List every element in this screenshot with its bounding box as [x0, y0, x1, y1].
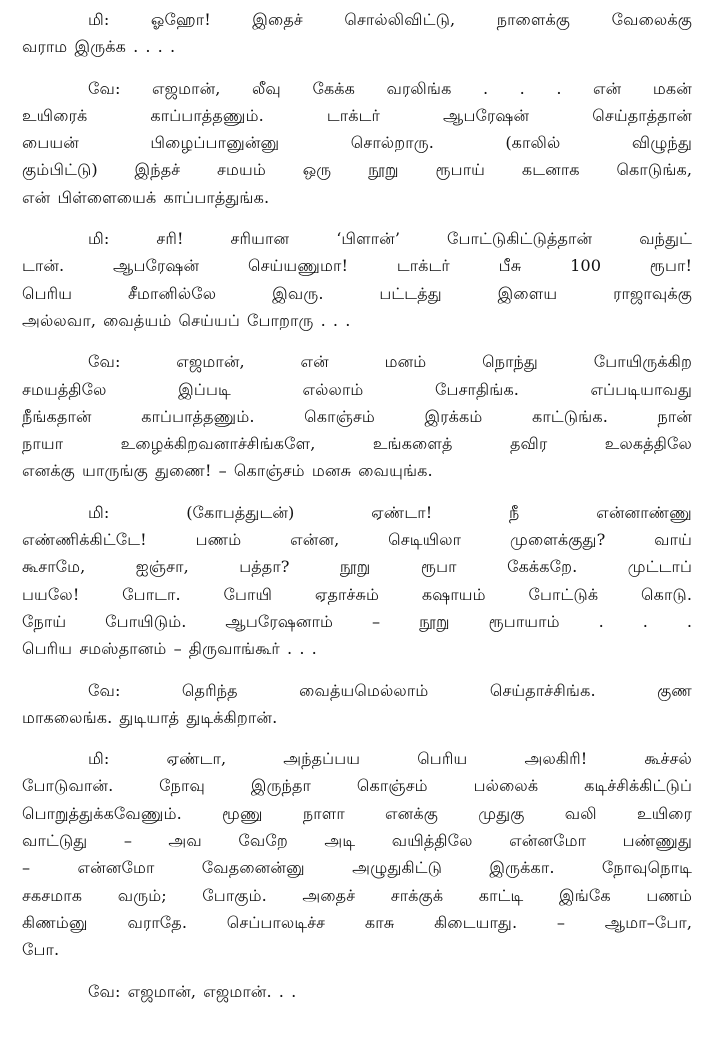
text-line: மி: ஓஹோ! இதைச் சொல்லிவிட்டு, நாளைக்கு வேலைக்கு — [88, 10, 692, 29]
text-line: கூசாமே, ஐஞ்சா, பத்தா? நூறு ரூபா கேக்கறே. முட்டாப் — [22, 557, 692, 577]
text-line: வே: எஜமான், என் மனம் நொந்து போயிருக்கிற — [88, 352, 692, 372]
text-line: எண்ணிக்கிட்டே! பணம் என்ன, செடியிலா முளைக்குது? வாய் — [22, 530, 692, 550]
dialogue-paragraph — [22, 6, 692, 61]
text-line: பெரிய சீமானில்லே இவரு. பட்டத்து இளைய ராஜாவுக்கு — [22, 283, 692, 303]
dialogue-paragraph — [22, 499, 692, 663]
text-line: வே: தெரிந்த வைத்யமெல்லாம் செய்தாச்சிங்க. குண — [88, 680, 692, 700]
text-line: பையன் பிழைப்பானுன்னு சொல்றாரு. (காலில் விழுந்து — [22, 133, 692, 153]
dialogue-paragraph — [22, 75, 692, 211]
text-line: உயிரைக் காப்பாத்தணும். டாக்டர் ஆபரேஷன் செய்தாத்தான் — [22, 105, 692, 125]
text-line: கும்பிட்டு) இந்தச் சமயம் ஒரு நூறு ரூபாய் கடனாக கொடுங்க, — [22, 160, 692, 180]
text-line: நோய் போயிடும். ஆபரேஷனாம் – நூறு ரூபாயாம் . . . — [22, 611, 692, 631]
dialogue-paragraph — [22, 745, 692, 963]
text-line: போ. — [22, 940, 60, 960]
text-line: போடுவான். நோவு இருந்தா கொஞ்சம் பல்லைக் கடிச்சிக்கிட்டுப் — [22, 776, 692, 796]
text-line: என் பிள்ளையைக் காப்பாத்துங்க. — [22, 187, 270, 207]
text-line: சமயத்திலே இப்படி எல்லாம் பேசாதிங்க. எப்படியாவது — [22, 379, 692, 399]
text-line: அல்லவா, வைத்யம் செய்யப் போறாரு . . . — [22, 310, 351, 330]
document-page — [22, 6, 692, 1019]
dialogue-paragraph — [22, 978, 692, 1005]
text-line: சகசமாக வரும்; போகும். அதைச் சாக்குக் காட்டி இங்கே பணம் — [22, 885, 692, 905]
text-line: பொறுத்துக்கவேணும். மூணு நாளா எனக்கு முதுகு வலி உயிரை — [22, 803, 692, 823]
text-line: பெரிய சமஸ்தானம் – திருவாங்கூர் . . . — [22, 639, 317, 659]
text-line: மி: சரி! சரியான ‘பிளான்’ போட்டுகிட்டுத்தான் வந்துட் — [88, 229, 692, 249]
dialogue-paragraph — [22, 225, 692, 334]
text-line: நீங்கதான் காப்பாத்தணும். கொஞ்சம் இரக்கம் காட்டுங்க. நான் — [22, 406, 692, 426]
text-line: கிணம்னு வராதே. செப்பாலடிச்ச காசு கிடையாது. – ஆமா–போ, — [22, 912, 692, 932]
text-line: – என்னமோ வேதனைன்னு அழுதுகிட்டு இருக்கா. நோவுநொடி — [22, 858, 692, 878]
text-line: வே: எஜமான், லீவு கேக்க வரலிங்க . . . என் மகன் — [88, 78, 692, 98]
dialogue-paragraph — [22, 677, 692, 732]
text-line: நாயா உழைக்கிறவனாச்சிங்களே, உங்களைத் தவிர உலகத்திலே — [22, 434, 692, 454]
text-line: வே: எஜமான், எஜமான். . . — [88, 981, 297, 1001]
text-line: வாட்டுது – அவ வேறே அடி வயித்திலே என்னமோ பண்ணுது — [22, 831, 692, 851]
text-line: டான். ஆபரேஷன் செய்யணுமா! டாக்டர் பீசு 100 ரூபா! — [22, 256, 692, 276]
dialogue-paragraph — [22, 348, 692, 484]
text-line: மி: ஏண்டா, அந்தப்பய பெரிய அலகிரி! கூச்சல் — [88, 749, 692, 769]
text-line: மாகலைங்க. துடியாத் துடிக்கிறான். — [22, 707, 278, 727]
text-line: வராம இருக்க . . . . — [22, 37, 176, 57]
text-line: பயலே! போடா. போயி ஏதாச்சும் கஷாயம் போட்டுக் கொடு. — [22, 584, 692, 604]
text-line: எனக்கு யாருங்கு துணை! – கொஞ்சம் மனசு வையுங்க. — [22, 461, 433, 481]
text-line: மி: (கோபத்துடன்) ஏண்டா! நீ என்னாண்ணு — [88, 502, 692, 522]
